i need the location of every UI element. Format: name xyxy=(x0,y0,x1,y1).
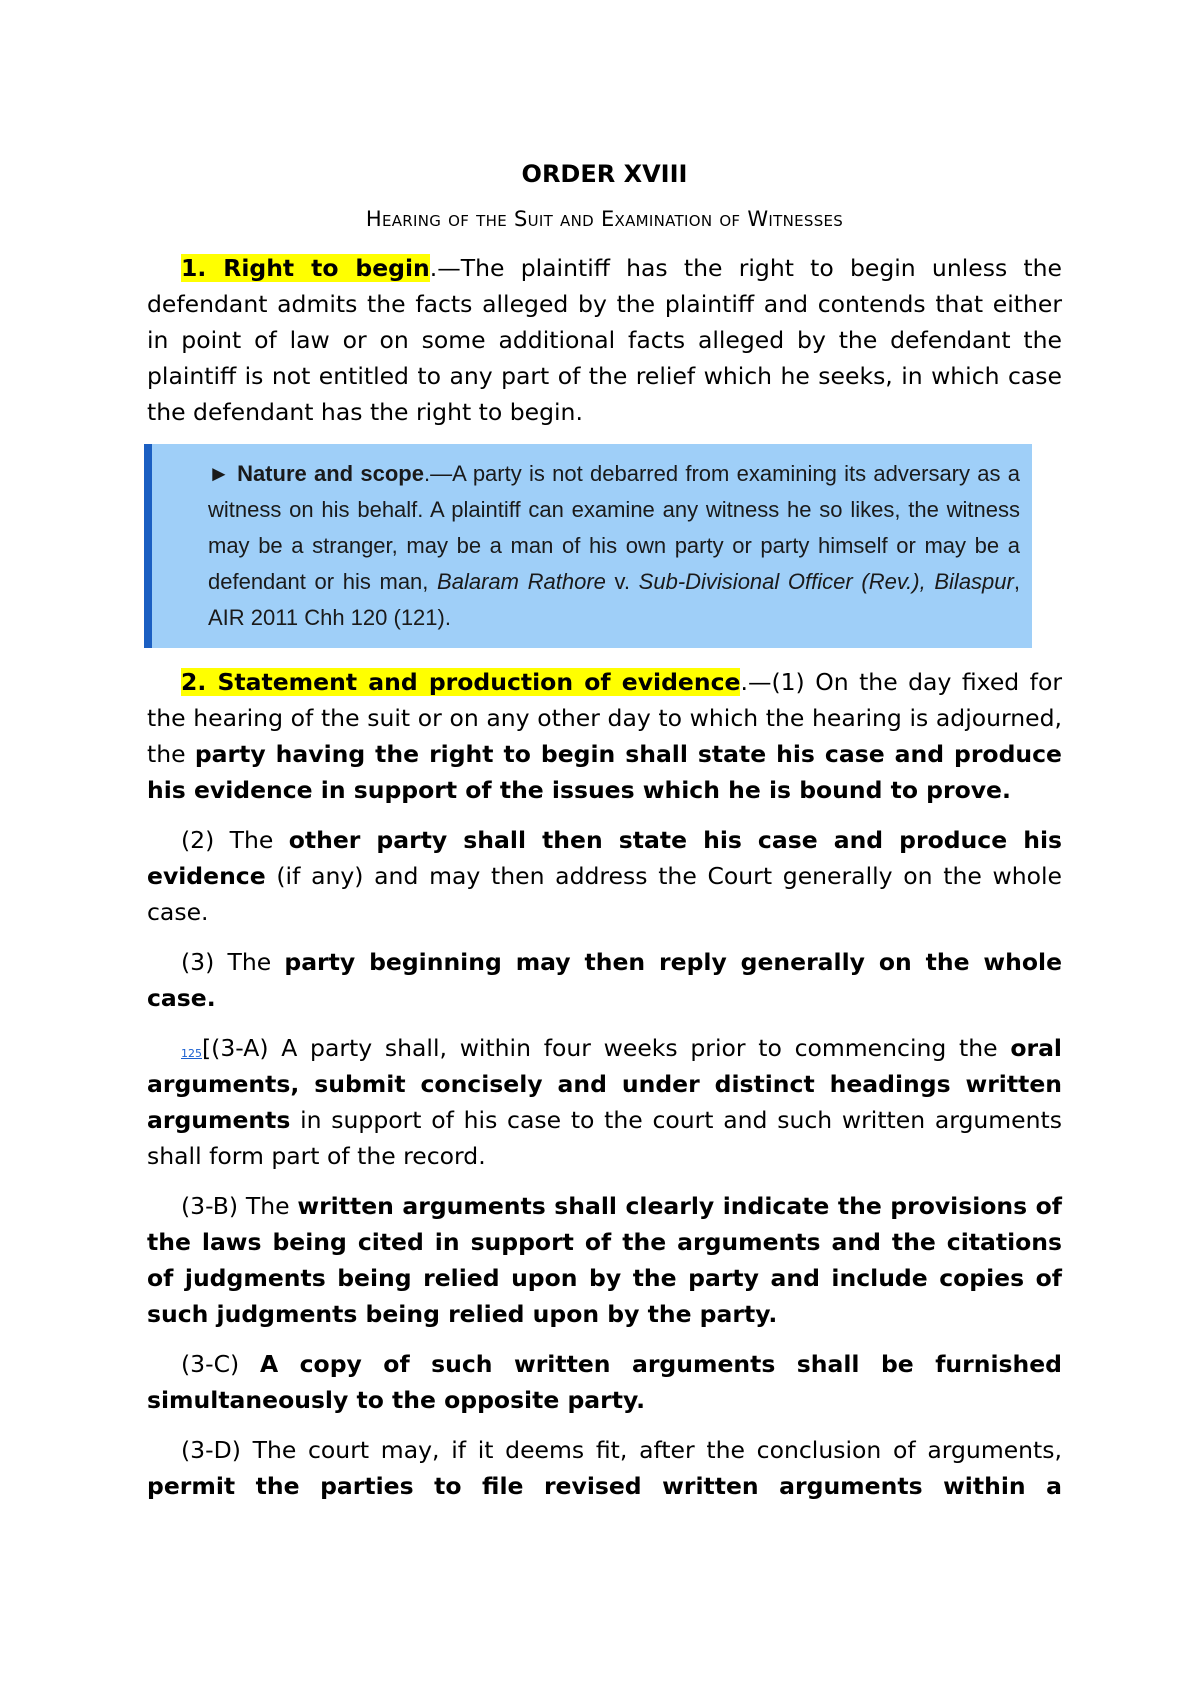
rule-2-sub-3-text: (3) The xyxy=(181,948,285,976)
rule-2-sub-2-tail: (if any) and may then address the Court generally on the whole case. xyxy=(147,862,1062,926)
case-versus: v. xyxy=(605,569,639,594)
case-party-2: Sub-Divisional Officer (Rev.), Bilaspur xyxy=(638,569,1014,594)
rule-2-sub-3b-text: (3-B) The xyxy=(181,1192,298,1220)
rule-2-sub-3b xyxy=(147,1188,1062,1332)
rule-2-sub-3-bold: party beginning may then reply generally on the whole case. xyxy=(147,948,1063,1012)
document-page xyxy=(147,150,1062,1504)
rule-2-sub-3d-bold: permit the parties to file revised written arguments within a xyxy=(147,1472,1062,1500)
note-text: .—A party is not debarred from examining its adversary as a witness on his behalf. A plaintiff can examine any witness he so likes, the witness may be a stranger, may be a man of his own party or party himself or may be a defendant or his man, xyxy=(208,461,1021,594)
rule-2-sub-2-text: (2) The xyxy=(181,826,289,854)
rule-2-sub-1-bold: party having the right to begin shall state his case and produce his evidence in support of the issues which he is bound to prove. xyxy=(147,740,1062,804)
rule-2-sub-2 xyxy=(147,822,1062,930)
rule-2-sub-2-bold: other party shall then state his case and produce his evidence xyxy=(147,826,1062,890)
rule-2-sub-3c xyxy=(147,1346,1062,1418)
nature-and-scope-note xyxy=(144,444,1032,648)
rule-2-sub-3c-bold: A copy of such written arguments shall be furnished simultaneously to the opposite party. xyxy=(147,1350,1063,1414)
rule-2-sub-3a-text: [(3-A) A party shall, within four weeks prior to commencing the xyxy=(202,1034,1011,1062)
order-title: ORDER XVIII xyxy=(521,160,688,188)
rule-2-sub-1 xyxy=(147,664,1062,808)
case-party-1: Balaram Rathore xyxy=(437,569,606,594)
case-citation: , AIR 2011 Chh 120 (121). xyxy=(208,569,1020,630)
rule-2-sub-3d xyxy=(147,1432,1062,1504)
rule-2-sub-3a xyxy=(147,1030,1062,1174)
order-subtitle: Hearing of the Suit and Examination of Witnesses xyxy=(365,207,844,231)
rule-2-sub-3a-tail: in support of his case to the court and such written arguments shall form part of the record. xyxy=(147,1106,1062,1170)
rule-2-heading: 2. Statement and production of evidence xyxy=(181,668,741,696)
rule-2-sub-1-text: .—(1) On the day fixed for the hearing of the suit or on any other day to which the hearing is adjourned, the xyxy=(147,668,1062,768)
rule-2-sub-3d-text: (3-D) The court may, if it deems fit, after the conclusion of arguments, xyxy=(181,1436,1062,1464)
note-heading: Nature and scope xyxy=(237,461,424,486)
rule-1 xyxy=(147,250,1062,430)
rule-2-sub-3a-bold: oral arguments, submit concisely and under distinct headings written arguments xyxy=(147,1034,1062,1134)
note-body xyxy=(168,456,1020,636)
footnote-link-125[interactable]: 125 xyxy=(181,1047,202,1060)
rule-2-sub-3b-bold: written arguments shall clearly indicate the provisions of the laws being cited in support of the arguments and the citations of judgments being relied upon by the party and include copies of such judgments being relied upon by the party. xyxy=(147,1192,1063,1328)
rule-2-sub-3 xyxy=(147,944,1062,1016)
arrow-icon: ► xyxy=(208,461,230,486)
rule-1-text: .—The plaintiff has the right to begin unless the defendant admits the facts alleged by the plaintiff and contends that either in point of law or on some additional facts alleged by the defendant the plaintiff is not entitled to any part of the relief which he seeks, in which case the defendant has the right to begin. xyxy=(147,254,1062,426)
rule-2-sub-3c-text: (3-C) xyxy=(181,1350,260,1378)
rule-1-heading: 1. Right to begin xyxy=(181,254,430,282)
